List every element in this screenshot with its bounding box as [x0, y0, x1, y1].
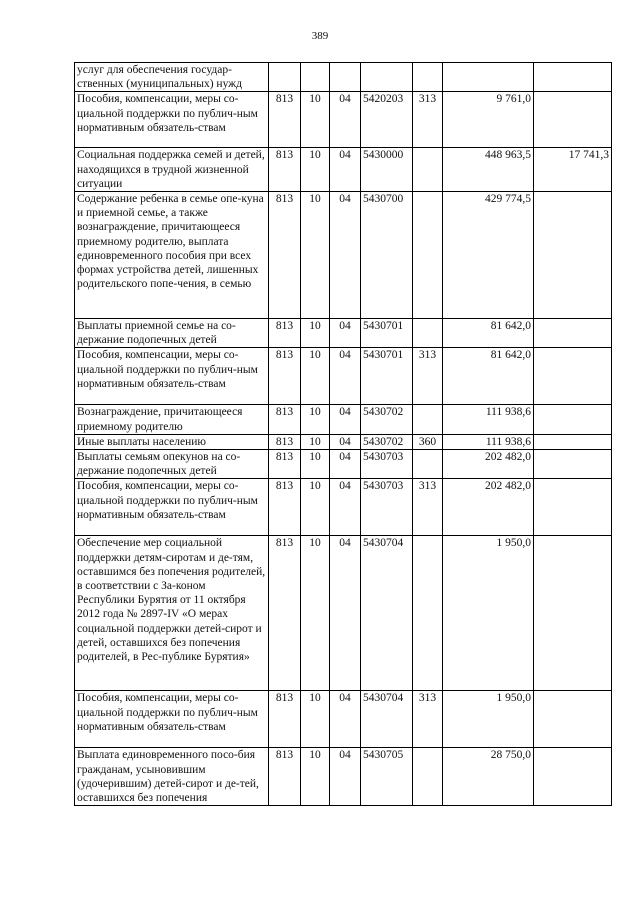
- target-code: 5430700: [361, 192, 413, 319]
- table-row: [75, 92, 612, 148]
- expense-type-code: [413, 192, 443, 319]
- section-code: 10: [301, 479, 330, 536]
- ministry-code: [269, 63, 301, 92]
- amount: 1 950,0: [443, 691, 534, 748]
- expense-name: Пособия, компенсации, меры со-циальной поддержки по публич-ным нормативным обязатель-ствам: [75, 691, 269, 748]
- amount: 429 774,5: [443, 192, 534, 319]
- section-code: 10: [301, 348, 330, 405]
- expense-name: Вознаграждение, причитающееся приемному родителю: [75, 405, 269, 434]
- amount: 202 482,0: [443, 479, 534, 536]
- subsection-code: 04: [330, 536, 361, 691]
- expense-type-code: [413, 536, 443, 691]
- table-row: [75, 691, 612, 748]
- target-code: 5430705: [361, 748, 413, 806]
- expense-type-code: [413, 405, 443, 434]
- ministry-code: 813: [269, 434, 301, 449]
- target-code: [361, 63, 413, 92]
- target-code: 5420203: [361, 92, 413, 148]
- amount: 448 963,5: [443, 148, 534, 192]
- amount: 111 938,6: [443, 405, 534, 434]
- section-code: 10: [301, 405, 330, 434]
- target-code: 5430703: [361, 479, 413, 536]
- subsection-code: 04: [330, 348, 361, 405]
- expense-type-code: 313: [413, 348, 443, 405]
- expense-type-code: [413, 63, 443, 92]
- subsection-code: 04: [330, 148, 361, 192]
- section-code: [301, 63, 330, 92]
- subsection-code: 04: [330, 691, 361, 748]
- extra-amount: [534, 405, 612, 434]
- section-code: 10: [301, 192, 330, 319]
- expense-type-code: 360: [413, 434, 443, 449]
- amount: 202 482,0: [443, 450, 534, 479]
- expense-name: услуг для обеспечения государ-ственных (муниципальных) нужд: [75, 63, 269, 92]
- amount: 81 642,0: [443, 319, 534, 348]
- extra-amount: [534, 92, 612, 148]
- target-code: 5430701: [361, 319, 413, 348]
- table-body: [75, 63, 612, 806]
- amount: 81 642,0: [443, 348, 534, 405]
- subsection-code: 04: [330, 434, 361, 449]
- extra-amount: [534, 319, 612, 348]
- target-code: 5430000: [361, 148, 413, 192]
- section-code: 10: [301, 434, 330, 449]
- target-code: 5430702: [361, 405, 413, 434]
- expense-type-code: [413, 148, 443, 192]
- extra-amount: [534, 450, 612, 479]
- section-code: 10: [301, 319, 330, 348]
- extra-amount: [534, 63, 612, 92]
- table-row: [75, 536, 612, 691]
- amount: 9 761,0: [443, 92, 534, 148]
- target-code: 5430703: [361, 450, 413, 479]
- target-code: 5430704: [361, 536, 413, 691]
- expense-name: Обеспечение мер социальной поддержки детям-сиротам и де-тям, оставшимся без попечения родителей, в соответствии с За-коном Республики Бурятия от 11 октября 2012 года № 2897-IV «О мерах социальной поддержки детей-сирот и детей, оставшихся без попечения родителей, в Рес-публике Бурятия»: [75, 536, 269, 691]
- subsection-code: 04: [330, 748, 361, 806]
- expense-type-code: 313: [413, 691, 443, 748]
- expense-name: Выплаты семьям опекунов на со-держание подопечных детей: [75, 450, 269, 479]
- table-row: [75, 319, 612, 348]
- table-row: [75, 748, 612, 806]
- table-row: [75, 405, 612, 434]
- table-row: [75, 479, 612, 536]
- expense-type-code: [413, 450, 443, 479]
- ministry-code: 813: [269, 348, 301, 405]
- table-row: [75, 192, 612, 319]
- extra-amount: [534, 192, 612, 319]
- extra-amount: [534, 479, 612, 536]
- expense-type-code: [413, 319, 443, 348]
- expense-name: Выплаты приемной семье на со-держание подопечных детей: [75, 319, 269, 348]
- ministry-code: 813: [269, 148, 301, 192]
- extra-amount: [534, 691, 612, 748]
- extra-amount: [534, 536, 612, 691]
- target-code: 5430704: [361, 691, 413, 748]
- expense-type-code: 313: [413, 479, 443, 536]
- expense-type-code: 313: [413, 92, 443, 148]
- subsection-code: 04: [330, 450, 361, 479]
- expense-name: Пособия, компенсации, меры со-циальной поддержки по публич-ным нормативным обязатель-ствам: [75, 92, 269, 148]
- subsection-code: 04: [330, 479, 361, 536]
- amount: [443, 63, 534, 92]
- extra-amount: [534, 348, 612, 405]
- extra-amount: 17 741,3: [534, 148, 612, 192]
- amount: 28 750,0: [443, 748, 534, 806]
- section-code: 10: [301, 450, 330, 479]
- ministry-code: 813: [269, 450, 301, 479]
- ministry-code: 813: [269, 192, 301, 319]
- expense-type-code: [413, 748, 443, 806]
- subsection-code: 04: [330, 92, 361, 148]
- extra-amount: [534, 434, 612, 449]
- page-number: 389: [311, 30, 329, 42]
- ministry-code: 813: [269, 748, 301, 806]
- table-row: [75, 63, 612, 92]
- extra-amount: [534, 748, 612, 806]
- section-code: 10: [301, 536, 330, 691]
- amount: 1 950,0: [443, 536, 534, 691]
- section-code: 10: [301, 92, 330, 148]
- ministry-code: 813: [269, 691, 301, 748]
- table-row: [75, 434, 612, 449]
- ministry-code: 813: [269, 319, 301, 348]
- section-code: 10: [301, 148, 330, 192]
- expense-name: Иные выплаты населению: [75, 434, 269, 449]
- expense-name: Пособия, компенсации, меры со-циальной поддержки по публич-ным нормативным обязатель-ствам: [75, 348, 269, 405]
- section-code: 10: [301, 691, 330, 748]
- section-code: 10: [301, 748, 330, 806]
- target-code: 5430702: [361, 434, 413, 449]
- expense-name: Выплата единовременного посо-бия гражданам, усыновившим (удочерившим) детей-сирот и де-тей, оставшихся без попечения: [75, 748, 269, 806]
- ministry-code: 813: [269, 92, 301, 148]
- target-code: 5430701: [361, 348, 413, 405]
- amount: 111 938,6: [443, 434, 534, 449]
- subsection-code: 04: [330, 405, 361, 434]
- ministry-code: 813: [269, 479, 301, 536]
- subsection-code: 04: [330, 192, 361, 319]
- subsection-code: [330, 63, 361, 92]
- expense-name: Социальная поддержка семей и детей, находящихся в трудной жизненной ситуации: [75, 148, 269, 192]
- expense-name: Содержание ребенка в семье опе-куна и приемной семье, а также вознаграждение, причитающееся приемному родителю, выплата единовременного пособия при всех формах устройства детей, лишенных родительского попе-чения, в семью: [75, 192, 269, 319]
- table-row: [75, 450, 612, 479]
- expense-name: Пособия, компенсации, меры со-циальной поддержки по публич-ным нормативным обязатель-ствам: [75, 479, 269, 536]
- ministry-code: 813: [269, 536, 301, 691]
- table-row: [75, 348, 612, 405]
- ministry-code: 813: [269, 405, 301, 434]
- table-row: [75, 148, 612, 192]
- subsection-code: 04: [330, 319, 361, 348]
- budget-table: [74, 62, 612, 806]
